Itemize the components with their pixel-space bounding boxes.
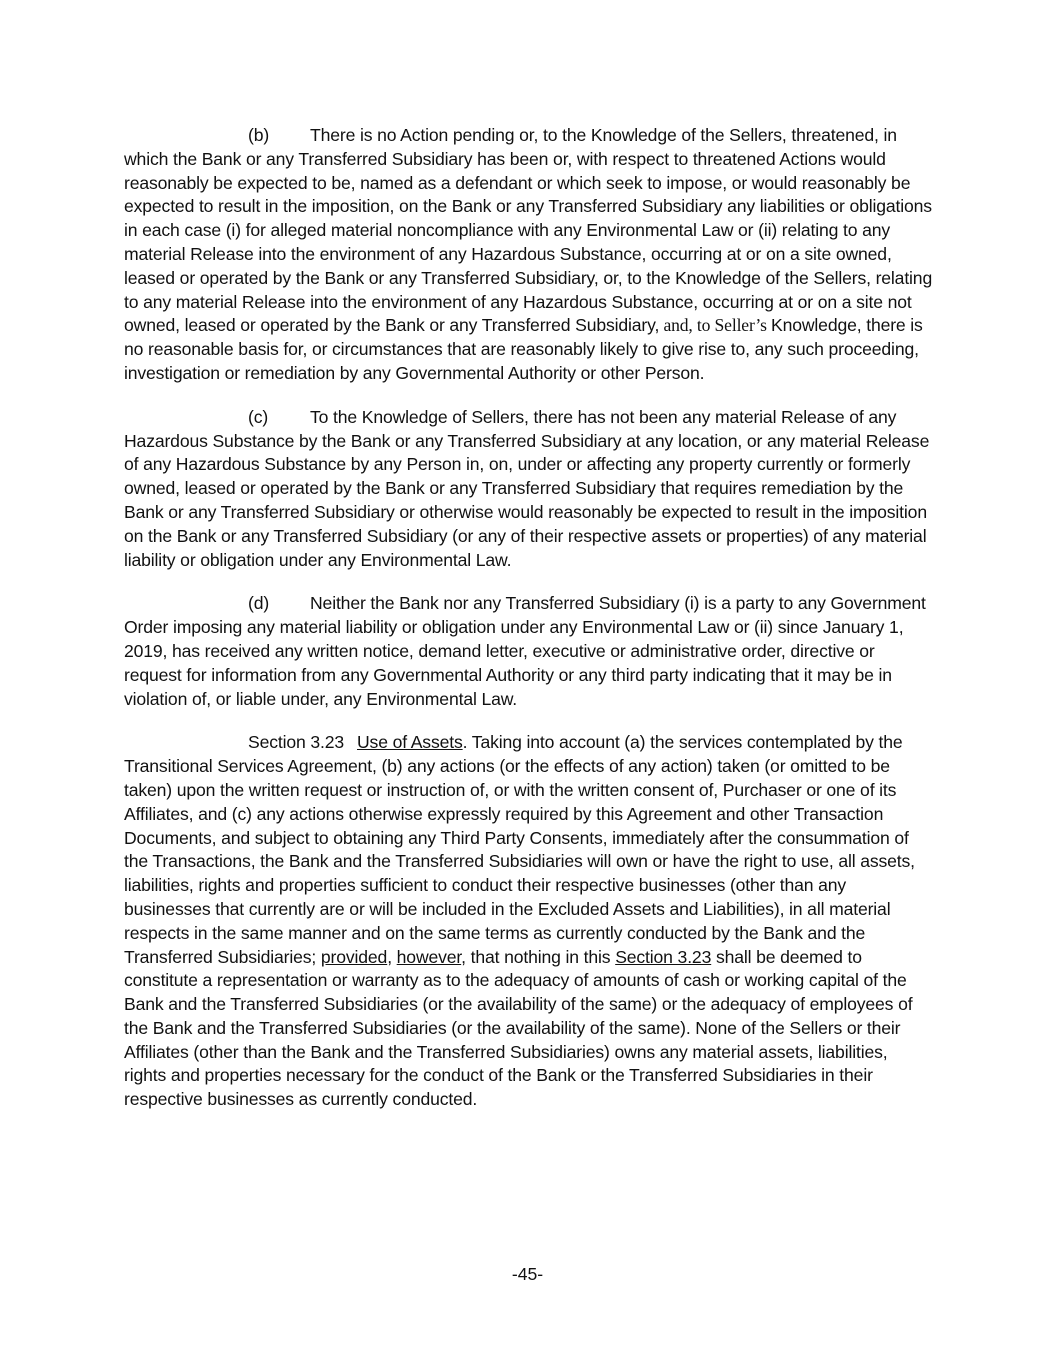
paragraph-b-serif-text: and, to Seller’s xyxy=(659,315,772,336)
section-text-part-2: , that nothing in this xyxy=(461,946,616,967)
section-text-part-3: shall be deemed to constitute a representation or warranty as to the adequacy of amounts of cash or working capital of the Bank and the Transferred Subsidiaries (or the availability of the same) or the adequacy of employees of the Bank and the Transferred Subsidiaries (or the availability of the same). None of the Sellers or their Affiliates (other than the Bank and the Transferred Subsidiaries) owns any material assets, liabilities, rights and properties necessary for the conduct of the Bank or the Transferred Subsidiaries in their respective businesses as currently conducted. xyxy=(124,946,913,1110)
provided-term: provided xyxy=(320,946,388,967)
paragraph-c-label: (c) xyxy=(248,406,269,427)
document-page xyxy=(124,124,934,1112)
paragraph-b-text-continued: Knowledge, there is no reasonable basis for, or circumstances that are reasonably likely to give rise to, any such proceeding, investigation or remediation by any Governmental Authority or other Person. xyxy=(124,315,923,383)
paragraph-d-label: (d) xyxy=(248,593,270,614)
page-number: -45- xyxy=(511,1264,544,1284)
paragraph-d-text: Neither the Bank nor any Transferred Subsidiary (i) is a party to any Government Order imposing any material liability or obligation under any Environmental Law or (ii) since January 1, 2019, has received any written notice, demand letter, executive or administrative order, directive or request for information from any Governmental Authority or any third party indicating that it may be in violation of, or liable under, any Environmental Law. xyxy=(124,593,926,709)
paragraph-d xyxy=(124,592,934,711)
section-title: Use of Assets xyxy=(357,732,463,753)
section-text-part-1: Taking into account (a) the services contemplated by the Transitional Services Agreement, (b) any actions (or the effects of any action) taken (or omitted to be taken) upon the written request or instruction of, or with the written consent of, Purchaser or one of its Affiliates, and (c) any actions otherwise expressly required by this Agreement and other Transaction Documents, and subject to obtaining any Third Party Consents, immediately after the consummation of the Transactions, the Bank and the Transferred Subsidiaries will own or have the right to use, all assets, liabilities, rights and properties sufficient to conduct their respective businesses (other than any businesses that currently are or will be included in the Excluded Assets and Liabilities), in all material respects in the same manner and on the same terms as currently conducted by the Bank and the Transferred Subsidiaries; xyxy=(124,732,915,967)
section-title-punct: . xyxy=(462,732,468,753)
section-cross-reference: Section 3.23 xyxy=(615,946,712,967)
paragraph-b xyxy=(124,124,934,386)
paragraph-c-text: To the Knowledge of Sellers, there has not been any material Release of any Hazardous Substance by the Bank or any Transferred Subsidiary at any location, or any material Release of any Hazardous Substance by any Person in, on, under or affecting any property currently or formerly owned, leased or operated by the Bank or any Transferred Subsidiary that requires remediation by the Bank or any Transferred Subsidiary or otherwise would reasonably be expected to result in the imposition on the Bank or any Transferred Subsidiary (or any of their respective assets or properties) of any material liability or obligation under any Environmental Law. xyxy=(124,406,930,570)
paragraph-c xyxy=(124,406,934,573)
paragraph-b-label: (b) xyxy=(248,125,270,145)
section-3-23 xyxy=(124,731,934,1112)
paragraph-b-text: There is no Action pending or, to the Knowledge of the Sellers, threatened, in which the Bank or any Transferred Subsidiary has been or, with respect to threatened Actions would reasonably be expected to be, named as a defendant or which seek to impose, or would reasonably be expected to result in the imposition, on the Bank or any Transferred Subsidiary any liabilities or obligations in each case (i) for alleged material noncompliance with any Environmental Law or (ii) relating to any material Release into the environment of any Hazardous Substance, occurring at or on a site owned, leased or operated by the Bank or any Transferred Subsidiary, or, to the Knowledge of the Sellers, relating to any material Release into the environment of any Hazardous Substance, occurring at or on a site not owned, leased or operated by the Bank or any Transferred Subsidiary, xyxy=(124,125,933,336)
section-number: Section 3.23 xyxy=(248,732,345,753)
section-comma: , xyxy=(387,946,397,967)
however-term: however xyxy=(396,946,462,967)
